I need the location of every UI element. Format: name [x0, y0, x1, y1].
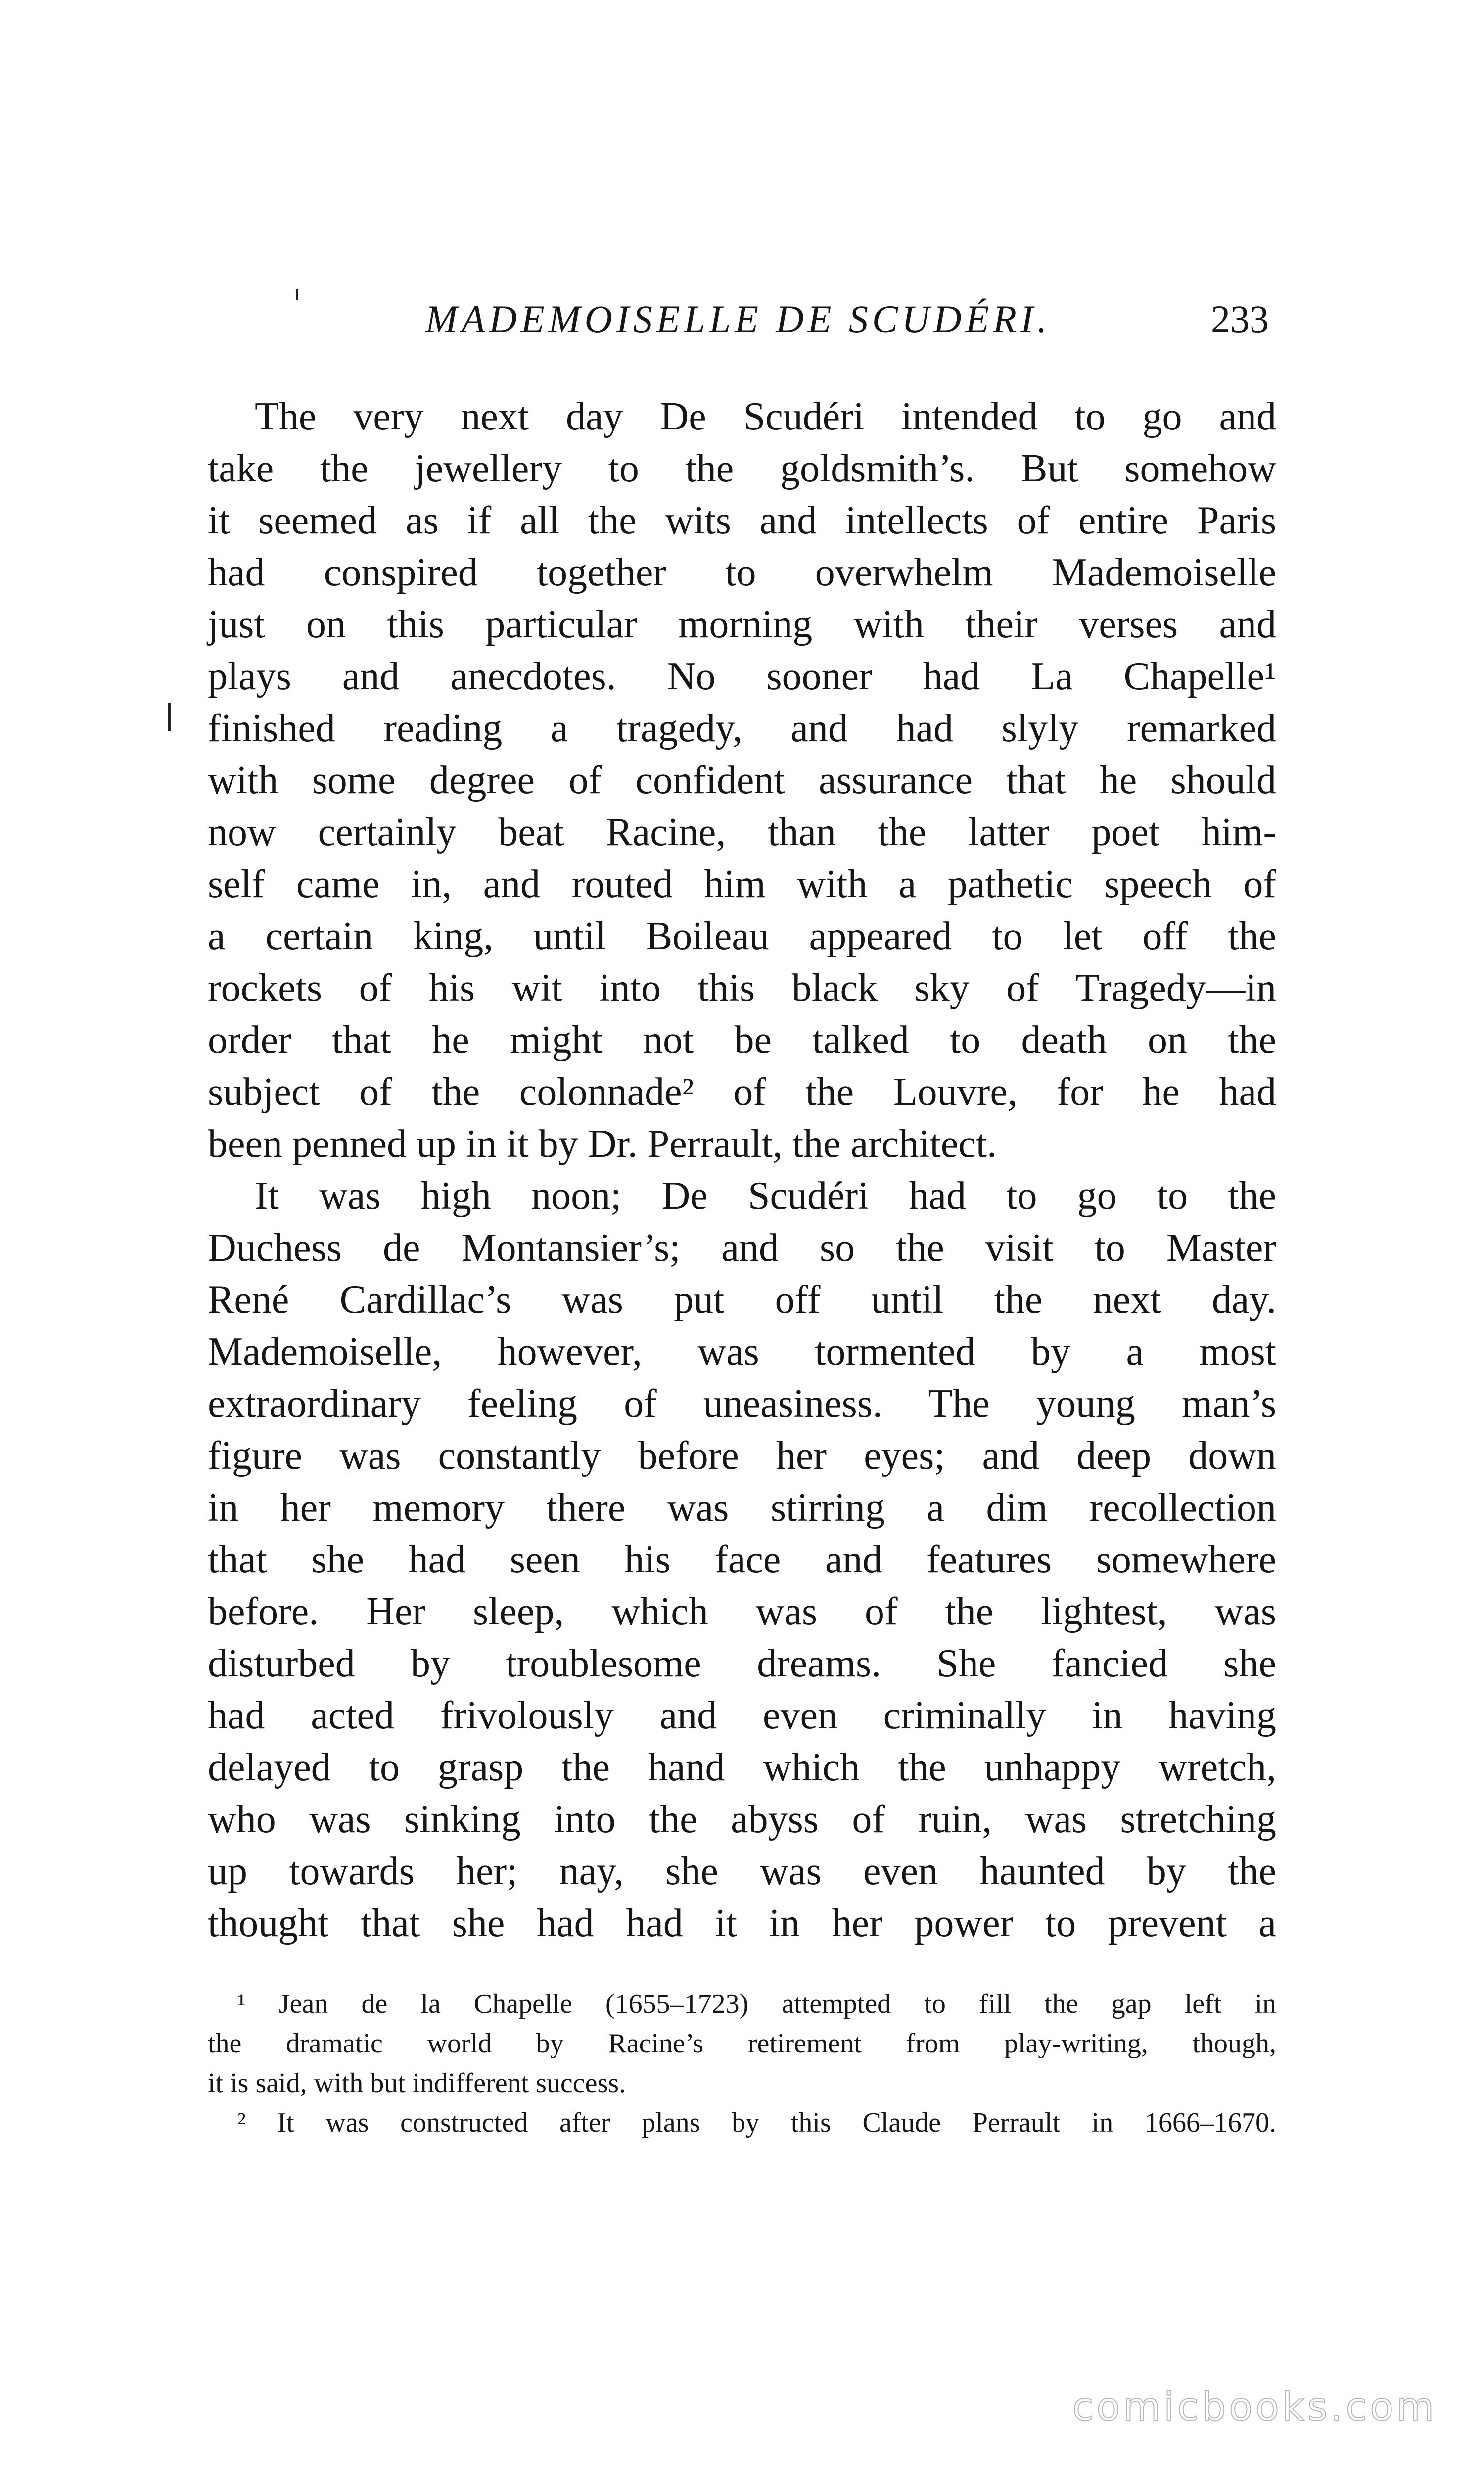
text-line: The very next day De Scudéri intended to go and	[255, 395, 1276, 438]
text-line: order that he might not be talked to death on the	[208, 1018, 1276, 1062]
text-line: with some degree of confident assurance that he should	[208, 759, 1276, 802]
text-line: Mademoiselle, however, was tormented by a most	[208, 1330, 1276, 1374]
footnote-line: the dramatic world by Racine’s retirement from play-writing, though,	[208, 2028, 1276, 2059]
text-line: just on this particular morning with their verses and	[208, 603, 1276, 646]
text-line: now certainly beat Racine, than the latter poet him-	[208, 810, 1276, 854]
watermark: comicbooks.com	[1072, 2385, 1437, 2429]
page-number: 233	[1211, 297, 1269, 340]
text-line: René Cardillac’s was put off until the next day.	[208, 1278, 1276, 1322]
page-header	[208, 297, 1276, 351]
text-line: that she had seen his face and features somewhere	[208, 1538, 1276, 1581]
text-line: delayed to grasp the hand which the unhappy wretch,	[208, 1746, 1276, 1789]
text-line: a certain king, until Boileau appeared to let off the	[208, 914, 1276, 958]
text-line: who was sinking into the abyss of ruin, was stretching	[208, 1798, 1276, 1841]
text-line: self came in, and routed him with a pathetic speech of	[208, 862, 1276, 906]
footnote-line: ¹ Jean de la Chapelle (1655–1723) attempted to fill the gap left in	[237, 1989, 1276, 2019]
text-line: subject of the colonnade² of the Louvre, for he had	[208, 1070, 1276, 1114]
text-line: up towards her; nay, she was even haunted by the	[208, 1850, 1276, 1893]
body-text	[208, 391, 1276, 1950]
text-line: figure was constantly before her eyes; and deep down	[208, 1434, 1276, 1477]
footnote-line: it is said, with but indifferent success.	[208, 2068, 626, 2098]
text-line: plays and anecdotes. No sooner had La Chapelle¹	[208, 655, 1276, 698]
text-line: before. Her sleep, which was of the lightest, was	[208, 1590, 1276, 1633]
text-line: finished reading a tragedy, and had slyly remarked	[208, 707, 1276, 750]
text-line: take the jewellery to the goldsmith’s. But somehow	[208, 447, 1276, 490]
text-line: Duchess de Montansier’s; and so the visit to Master	[208, 1226, 1276, 1270]
footnotes	[208, 1984, 1276, 2142]
text-line: in her memory there was stirring a dim recollection	[208, 1486, 1276, 1529]
text-line: thought that she had had it in her power to prevent a	[208, 1902, 1276, 1945]
text-line: extraordinary feeling of uneasiness. The young man’s	[208, 1382, 1276, 1426]
text-line: It was high noon; De Scudéri had to go to the	[255, 1174, 1276, 1218]
text-line: disturbed by troublesome dreams. She fancied she	[208, 1642, 1276, 1685]
text-line: had conspired together to overwhelm Mademoiselle	[208, 551, 1276, 594]
running-title: MADEMOISELLE DE SCUDÉRI.	[425, 297, 1051, 340]
text-line: had acted frivolously and even criminally in having	[208, 1694, 1276, 1737]
text-line: rockets of his wit into this black sky of Tragedy—in	[208, 966, 1276, 1010]
footnote-line: ² It was constructed after plans by this Claude Perrault in 1666–1670.	[237, 2107, 1276, 2138]
margin-rule-mark	[168, 703, 171, 731]
text-line: been penned up in it by Dr. Perrault, the architect.	[208, 1122, 997, 1166]
text-line: it seemed as if all the wits and intellects of entire Paris	[208, 499, 1276, 542]
